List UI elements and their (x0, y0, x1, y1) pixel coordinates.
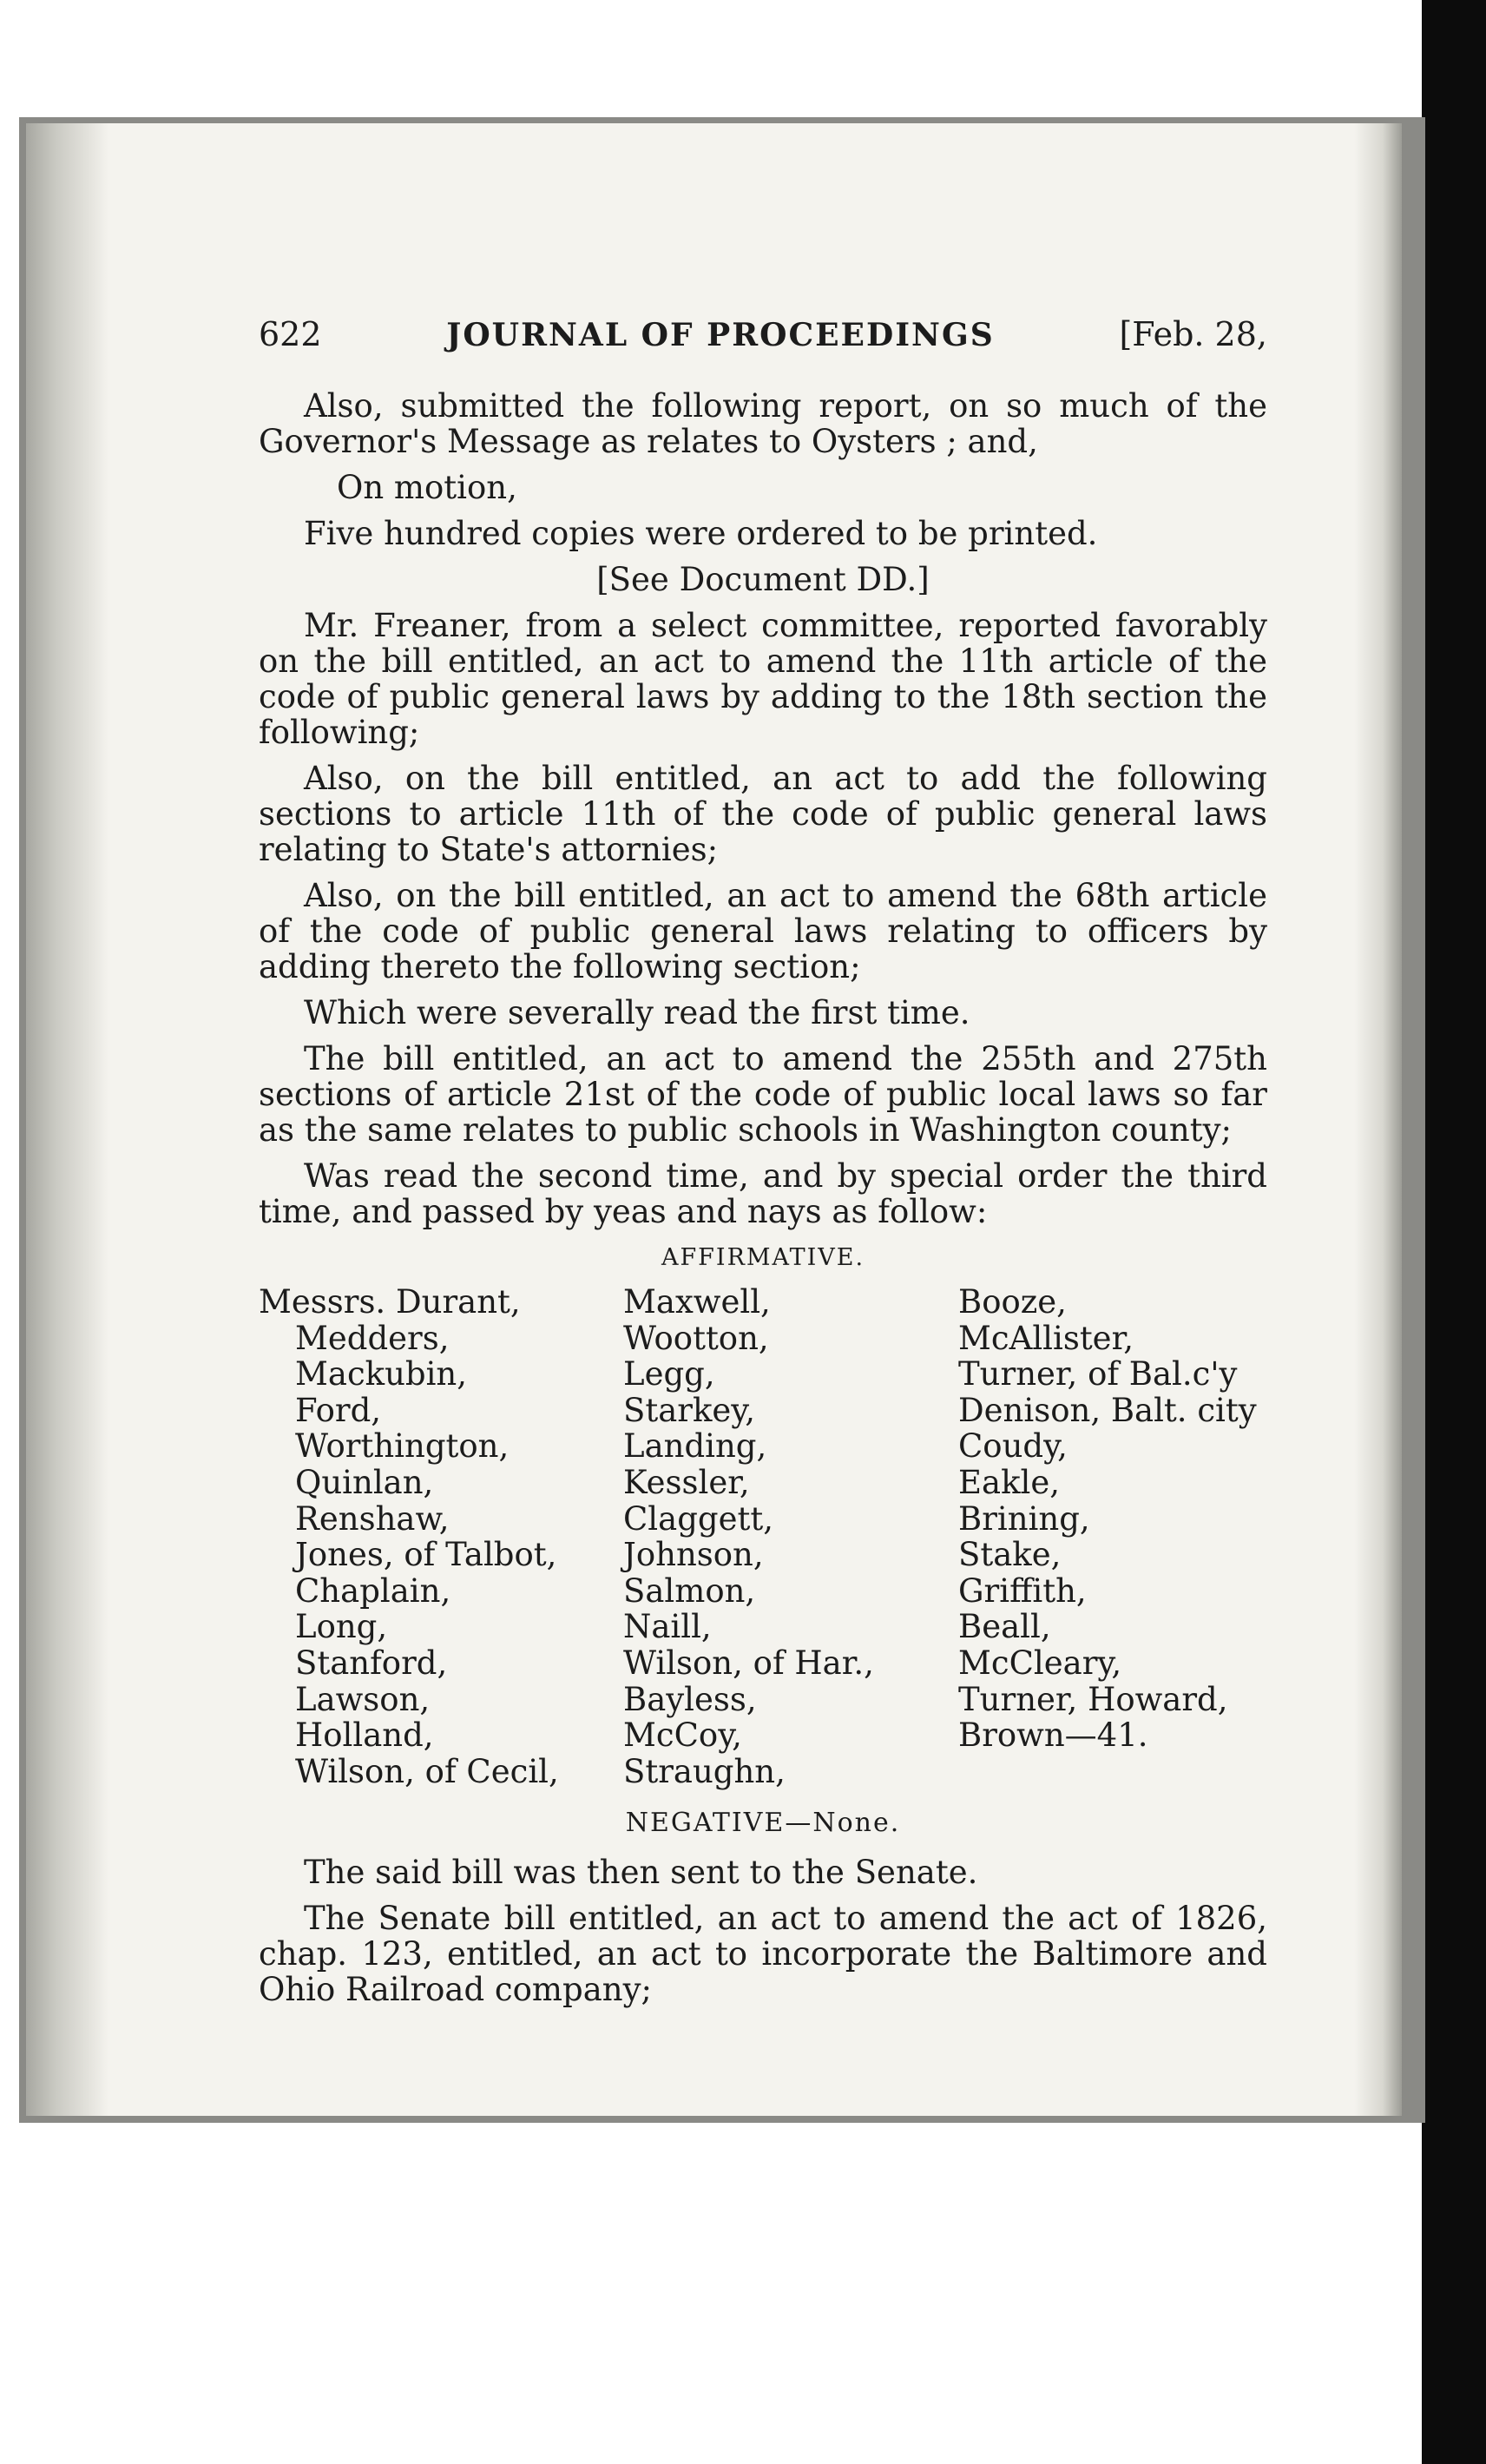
page-number: 622 (259, 315, 322, 353)
member-name: Turner, of Bal.c'y (958, 1355, 1238, 1393)
member-name: Stanford, (295, 1644, 448, 1682)
names-column-3 (958, 1284, 1267, 1789)
member-name: Wilson, of Cecil, (295, 1752, 559, 1790)
member-name: Starkey, (623, 1391, 756, 1429)
member-name: Jones, of Talbot, (295, 1536, 557, 1574)
paragraph-states-attornies: Also, on the bill entitled, an act to add the following sections to article 11th of the code of public general laws relating to State's attornies; (259, 760, 1267, 868)
member-name: Chaplain, (295, 1571, 451, 1610)
member-name: Mackubin, (295, 1355, 468, 1393)
paragraph-sent-to-senate: The said bill was then sent to the Senate. (304, 1854, 978, 1892)
member-name: Beall, (958, 1608, 1051, 1646)
paragraph-second-reading: Was read the second time, and by special order the third time, and passed by yeas and nays as follow: (259, 1157, 1267, 1230)
member-name: Johnson, (623, 1536, 764, 1574)
member-name: Holland, (295, 1716, 434, 1755)
member-name: Brining, (958, 1499, 1090, 1538)
member-name: Brown—41. (958, 1716, 1148, 1755)
header-date: [Feb. 28, (1119, 315, 1267, 353)
names-column-1 (259, 1284, 623, 1789)
member-name: Coudy, (958, 1427, 1068, 1466)
member-name: Turner, Howard, (958, 1680, 1228, 1718)
member-name: Eakle, (958, 1463, 1060, 1501)
member-name: Naill, (623, 1608, 712, 1646)
affirmative-names (259, 1284, 1267, 1789)
running-header (259, 317, 1267, 353)
paragraph-68th-article: Also, on the bill entitled, an act to amend the 68th article of the code of public general laws relating to officers by adding thereto the following section; (259, 877, 1267, 985)
member-name: McCleary, (958, 1644, 1122, 1682)
book-gutter (26, 123, 108, 2116)
paragraph-on-motion: On motion, (337, 469, 517, 506)
member-name: Lawson, (295, 1680, 431, 1718)
member-name: Salmon, (623, 1571, 756, 1610)
member-name: Stake, (958, 1536, 1062, 1574)
member-name: Wilson, of Har., (623, 1644, 874, 1682)
affirmative-heading: AFFIRMATIVE. (661, 1244, 865, 1271)
journal-title: JOURNAL OF PROCEEDINGS (446, 317, 995, 353)
negative-heading: NEGATIVE—None. (625, 1808, 901, 1839)
member-name: Legg, (623, 1355, 715, 1393)
member-name: Renshaw, (295, 1499, 450, 1538)
paragraph-senate-bill: The Senate bill entitled, an act to amend the act of 1826, chap. 123, entitled, an act to incorporate the Baltimore and Ohio Railroad company; (259, 1900, 1267, 2009)
paragraph-freaner-report: Mr. Freaner, from a select committee, reported favorably on the bill entitled, an act to amend the 11th article of the code of public general laws by adding to the 18th section the following; (259, 607, 1267, 751)
member-name: Straughn, (623, 1752, 786, 1790)
member-name: McCoy, (623, 1716, 742, 1755)
member-name: Bayless, (623, 1680, 757, 1718)
member-name: Booze, (958, 1283, 1067, 1321)
member-name: Ford, (295, 1391, 382, 1429)
paragraph-report: Also, submitted the following report, on so much of the Governor's Message as relates to Oysters ; and, (259, 387, 1267, 460)
member-name: Kessler, (623, 1463, 750, 1501)
paragraph-copies-printed: Five hundred copies were ordered to be printed. (304, 515, 1098, 552)
member-name: Long, (295, 1608, 388, 1646)
member-name: Griffith, (958, 1571, 1087, 1610)
member-name: Landing, (623, 1427, 767, 1466)
document-reference: [See Document DD.] (596, 561, 930, 598)
member-name: Worthington, (295, 1427, 510, 1466)
member-name: Maxwell, (623, 1283, 771, 1321)
member-name: Quinlan, (295, 1463, 434, 1501)
member-name: Denison, Balt. city (958, 1391, 1257, 1429)
member-name: Medders, (295, 1319, 450, 1357)
member-name: McAllister, (958, 1319, 1134, 1357)
paragraph-washington-schools-bill: The bill entitled, an act to amend the 255th and 275th sections of article 21st of the code of public local laws so far as the same relates to public schools in Washington county; (259, 1040, 1267, 1149)
page-text (259, 317, 1267, 2018)
member-name: Wootton, (623, 1319, 769, 1357)
names-column-2 (623, 1284, 958, 1789)
scan-background-edge (1422, 0, 1486, 2464)
member-name: Claggett, (623, 1499, 773, 1538)
paragraph-first-reading: Which were severally read the first time. (304, 994, 970, 1031)
page-edge (1354, 123, 1402, 2116)
member-name: Messrs. Durant, (259, 1283, 521, 1321)
scan-top-margin (0, 0, 1422, 104)
